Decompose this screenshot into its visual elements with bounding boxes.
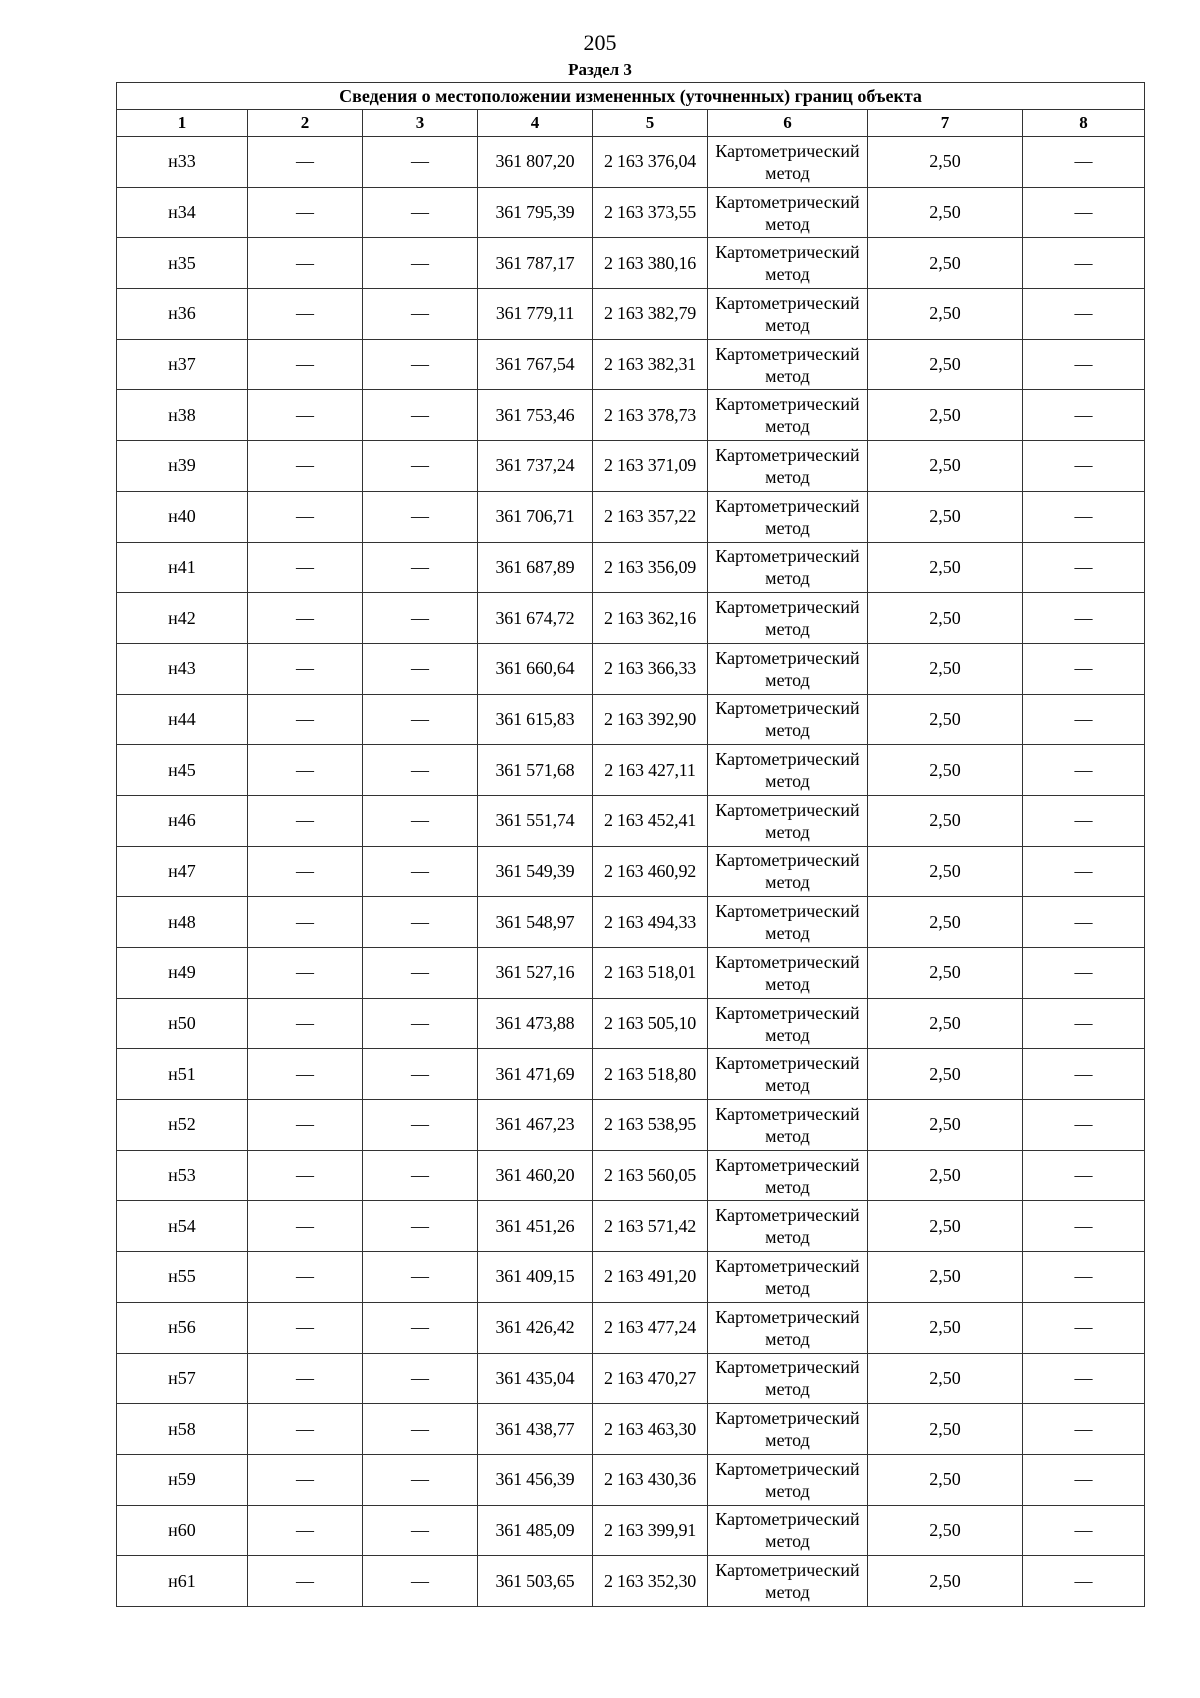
column-3-cell: — xyxy=(363,187,478,238)
point-name-cell: н36 xyxy=(117,289,248,340)
accuracy-cell: 2,50 xyxy=(868,948,1023,999)
accuracy-cell: 2,50 xyxy=(868,1201,1023,1252)
accuracy-cell: 2,50 xyxy=(868,1454,1023,1505)
table-row xyxy=(117,694,1145,745)
column-8-cell: — xyxy=(1023,1252,1145,1303)
column-8-cell: — xyxy=(1023,1505,1145,1556)
method-cell: Картометрический метод xyxy=(708,390,868,441)
column-8-cell: — xyxy=(1023,846,1145,897)
column-3-cell: — xyxy=(363,1404,478,1455)
column-2-cell: — xyxy=(248,491,363,542)
y-coordinate-cell: 2 163 399,91 xyxy=(593,1505,708,1556)
method-cell: Картометрический метод xyxy=(708,1302,868,1353)
x-coordinate-cell: 361 551,74 xyxy=(478,795,593,846)
column-8-cell: — xyxy=(1023,542,1145,593)
method-cell: Картометрический метод xyxy=(708,1201,868,1252)
y-coordinate-cell: 2 163 376,04 xyxy=(593,137,708,188)
point-name-cell: н42 xyxy=(117,593,248,644)
y-coordinate-cell: 2 163 518,80 xyxy=(593,1049,708,1100)
table-row xyxy=(117,137,1145,188)
y-coordinate-cell: 2 163 494,33 xyxy=(593,897,708,948)
accuracy-cell: 2,50 xyxy=(868,1150,1023,1201)
y-coordinate-cell: 2 163 352,30 xyxy=(593,1556,708,1607)
point-name-cell: н52 xyxy=(117,1100,248,1151)
x-coordinate-cell: 361 548,97 xyxy=(478,897,593,948)
column-3-cell: — xyxy=(363,795,478,846)
column-8-cell: — xyxy=(1023,948,1145,999)
y-coordinate-cell: 2 163 538,95 xyxy=(593,1100,708,1151)
column-3-cell: — xyxy=(363,491,478,542)
column-2-cell: — xyxy=(248,441,363,492)
table-row xyxy=(117,390,1145,441)
point-name-cell: н38 xyxy=(117,390,248,441)
y-coordinate-cell: 2 163 452,41 xyxy=(593,795,708,846)
x-coordinate-cell: 361 787,17 xyxy=(478,238,593,289)
table-row xyxy=(117,542,1145,593)
column-8-cell: — xyxy=(1023,441,1145,492)
accuracy-cell: 2,50 xyxy=(868,643,1023,694)
column-2-cell: — xyxy=(248,745,363,796)
method-cell: Картометрический метод xyxy=(708,1049,868,1100)
table-row xyxy=(117,1049,1145,1100)
table-row xyxy=(117,289,1145,340)
x-coordinate-cell: 361 451,26 xyxy=(478,1201,593,1252)
column-3-cell: — xyxy=(363,542,478,593)
point-name-cell: н45 xyxy=(117,745,248,796)
y-coordinate-cell: 2 163 357,22 xyxy=(593,491,708,542)
method-cell: Картометрический метод xyxy=(708,795,868,846)
column-8-cell: — xyxy=(1023,1201,1145,1252)
column-3-cell: — xyxy=(363,1150,478,1201)
column-2-cell: — xyxy=(248,1404,363,1455)
table-row xyxy=(117,1302,1145,1353)
column-2-cell: — xyxy=(248,897,363,948)
column-number-row xyxy=(117,110,1145,137)
method-cell: Картометрический метод xyxy=(708,1150,868,1201)
table-row xyxy=(117,491,1145,542)
point-name-cell: н48 xyxy=(117,897,248,948)
column-3-cell: — xyxy=(363,238,478,289)
column-8-cell: — xyxy=(1023,1049,1145,1100)
table-caption: Сведения о местоположении измененных (уточненных) границ объекта xyxy=(117,83,1145,110)
table-row xyxy=(117,795,1145,846)
point-name-cell: н60 xyxy=(117,1505,248,1556)
column-8-cell: — xyxy=(1023,390,1145,441)
column-8-cell: — xyxy=(1023,1150,1145,1201)
column-3-cell: — xyxy=(363,1353,478,1404)
column-2-cell: — xyxy=(248,238,363,289)
y-coordinate-cell: 2 163 491,20 xyxy=(593,1252,708,1303)
method-cell: Картометрический метод xyxy=(708,593,868,644)
column-2-cell: — xyxy=(248,1454,363,1505)
column-2-cell: — xyxy=(248,1302,363,1353)
x-coordinate-cell: 361 409,15 xyxy=(478,1252,593,1303)
method-cell: Картометрический метод xyxy=(708,1404,868,1455)
column-3-cell: — xyxy=(363,694,478,745)
accuracy-cell: 2,50 xyxy=(868,1556,1023,1607)
accuracy-cell: 2,50 xyxy=(868,187,1023,238)
column-8-cell: — xyxy=(1023,1404,1145,1455)
column-number: 7 xyxy=(868,110,1023,137)
column-2-cell: — xyxy=(248,846,363,897)
table-row xyxy=(117,339,1145,390)
y-coordinate-cell: 2 163 382,31 xyxy=(593,339,708,390)
section-title: Раздел 3 xyxy=(568,60,632,79)
accuracy-cell: 2,50 xyxy=(868,1505,1023,1556)
y-coordinate-cell: 2 163 378,73 xyxy=(593,390,708,441)
column-2-cell: — xyxy=(248,1505,363,1556)
y-coordinate-cell: 2 163 371,09 xyxy=(593,441,708,492)
method-cell: Картометрический метод xyxy=(708,187,868,238)
column-number: 6 xyxy=(708,110,868,137)
point-name-cell: н56 xyxy=(117,1302,248,1353)
method-cell: Картометрический метод xyxy=(708,542,868,593)
y-coordinate-cell: 2 163 460,92 xyxy=(593,846,708,897)
column-3-cell: — xyxy=(363,1201,478,1252)
method-cell: Картометрический метод xyxy=(708,1454,868,1505)
y-coordinate-cell: 2 163 392,90 xyxy=(593,694,708,745)
table-row xyxy=(117,238,1145,289)
column-2-cell: — xyxy=(248,1150,363,1201)
y-coordinate-cell: 2 163 356,09 xyxy=(593,542,708,593)
point-name-cell: н53 xyxy=(117,1150,248,1201)
x-coordinate-cell: 361 438,77 xyxy=(478,1404,593,1455)
column-number: 8 xyxy=(1023,110,1145,137)
accuracy-cell: 2,50 xyxy=(868,339,1023,390)
column-number: 4 xyxy=(478,110,593,137)
column-3-cell: — xyxy=(363,339,478,390)
accuracy-cell: 2,50 xyxy=(868,289,1023,340)
column-8-cell: — xyxy=(1023,491,1145,542)
column-2-cell: — xyxy=(248,542,363,593)
method-cell: Картометрический метод xyxy=(708,1100,868,1151)
accuracy-cell: 2,50 xyxy=(868,593,1023,644)
point-name-cell: н33 xyxy=(117,137,248,188)
point-name-cell: н59 xyxy=(117,1454,248,1505)
column-number: 1 xyxy=(117,110,248,137)
point-name-cell: н61 xyxy=(117,1556,248,1607)
accuracy-cell: 2,50 xyxy=(868,491,1023,542)
column-8-cell: — xyxy=(1023,998,1145,1049)
table-row xyxy=(117,1100,1145,1151)
column-number: 3 xyxy=(363,110,478,137)
column-2-cell: — xyxy=(248,187,363,238)
y-coordinate-cell: 2 163 366,33 xyxy=(593,643,708,694)
y-coordinate-cell: 2 163 373,55 xyxy=(593,187,708,238)
boundary-coordinates-table xyxy=(116,82,1145,1607)
point-name-cell: н58 xyxy=(117,1404,248,1455)
x-coordinate-cell: 361 549,39 xyxy=(478,846,593,897)
column-2-cell: — xyxy=(248,390,363,441)
column-8-cell: — xyxy=(1023,897,1145,948)
y-coordinate-cell: 2 163 430,36 xyxy=(593,1454,708,1505)
column-8-cell: — xyxy=(1023,1454,1145,1505)
table-row xyxy=(117,593,1145,644)
accuracy-cell: 2,50 xyxy=(868,745,1023,796)
point-name-cell: н57 xyxy=(117,1353,248,1404)
column-8-cell: — xyxy=(1023,1556,1145,1607)
point-name-cell: н50 xyxy=(117,998,248,1049)
method-cell: Картометрический метод xyxy=(708,745,868,796)
table-row xyxy=(117,1556,1145,1607)
method-cell: Картометрический метод xyxy=(708,339,868,390)
x-coordinate-cell: 361 674,72 xyxy=(478,593,593,644)
column-8-cell: — xyxy=(1023,1353,1145,1404)
method-cell: Картометрический метод xyxy=(708,1505,868,1556)
y-coordinate-cell: 2 163 470,27 xyxy=(593,1353,708,1404)
accuracy-cell: 2,50 xyxy=(868,694,1023,745)
column-3-cell: — xyxy=(363,846,478,897)
column-8-cell: — xyxy=(1023,593,1145,644)
table-row xyxy=(117,745,1145,796)
accuracy-cell: 2,50 xyxy=(868,1353,1023,1404)
table-row xyxy=(117,1404,1145,1455)
y-coordinate-cell: 2 163 477,24 xyxy=(593,1302,708,1353)
column-2-cell: — xyxy=(248,1049,363,1100)
accuracy-cell: 2,50 xyxy=(868,1252,1023,1303)
column-3-cell: — xyxy=(363,1556,478,1607)
column-3-cell: — xyxy=(363,137,478,188)
y-coordinate-cell: 2 163 505,10 xyxy=(593,998,708,1049)
accuracy-cell: 2,50 xyxy=(868,795,1023,846)
accuracy-cell: 2,50 xyxy=(868,897,1023,948)
column-3-cell: — xyxy=(363,745,478,796)
column-3-cell: — xyxy=(363,1454,478,1505)
point-name-cell: н47 xyxy=(117,846,248,897)
accuracy-cell: 2,50 xyxy=(868,238,1023,289)
method-cell: Картометрический метод xyxy=(708,441,868,492)
column-8-cell: — xyxy=(1023,1302,1145,1353)
point-name-cell: н40 xyxy=(117,491,248,542)
x-coordinate-cell: 361 473,88 xyxy=(478,998,593,1049)
accuracy-cell: 2,50 xyxy=(868,998,1023,1049)
accuracy-cell: 2,50 xyxy=(868,1049,1023,1100)
column-2-cell: — xyxy=(248,1556,363,1607)
x-coordinate-cell: 361 471,69 xyxy=(478,1049,593,1100)
table-row xyxy=(117,187,1145,238)
x-coordinate-cell: 361 779,11 xyxy=(478,289,593,340)
column-8-cell: — xyxy=(1023,643,1145,694)
column-8-cell: — xyxy=(1023,694,1145,745)
column-3-cell: — xyxy=(363,998,478,1049)
table-row xyxy=(117,441,1145,492)
y-coordinate-cell: 2 163 427,11 xyxy=(593,745,708,796)
x-coordinate-cell: 361 615,83 xyxy=(478,694,593,745)
table-row xyxy=(117,1201,1145,1252)
point-name-cell: н55 xyxy=(117,1252,248,1303)
column-2-cell: — xyxy=(248,593,363,644)
x-coordinate-cell: 361 426,42 xyxy=(478,1302,593,1353)
point-name-cell: н43 xyxy=(117,643,248,694)
accuracy-cell: 2,50 xyxy=(868,137,1023,188)
point-name-cell: н51 xyxy=(117,1049,248,1100)
column-3-cell: — xyxy=(363,390,478,441)
y-coordinate-cell: 2 163 463,30 xyxy=(593,1404,708,1455)
point-name-cell: н44 xyxy=(117,694,248,745)
x-coordinate-cell: 361 737,24 xyxy=(478,441,593,492)
method-cell: Картометрический метод xyxy=(708,1556,868,1607)
point-name-cell: н35 xyxy=(117,238,248,289)
column-2-cell: — xyxy=(248,643,363,694)
table-row xyxy=(117,948,1145,999)
column-3-cell: — xyxy=(363,1302,478,1353)
column-2-cell: — xyxy=(248,998,363,1049)
x-coordinate-cell: 361 807,20 xyxy=(478,137,593,188)
method-cell: Картометрический метод xyxy=(708,1353,868,1404)
method-cell: Картометрический метод xyxy=(708,1252,868,1303)
column-2-cell: — xyxy=(248,1353,363,1404)
x-coordinate-cell: 361 767,54 xyxy=(478,339,593,390)
column-3-cell: — xyxy=(363,897,478,948)
column-2-cell: — xyxy=(248,1201,363,1252)
x-coordinate-cell: 361 706,71 xyxy=(478,491,593,542)
method-cell: Картометрический метод xyxy=(708,897,868,948)
y-coordinate-cell: 2 163 518,01 xyxy=(593,948,708,999)
y-coordinate-cell: 2 163 380,16 xyxy=(593,238,708,289)
table-row xyxy=(117,643,1145,694)
column-8-cell: — xyxy=(1023,795,1145,846)
x-coordinate-cell: 361 571,68 xyxy=(478,745,593,796)
page-number: 205 xyxy=(583,30,617,55)
point-name-cell: н37 xyxy=(117,339,248,390)
column-3-cell: — xyxy=(363,289,478,340)
column-8-cell: — xyxy=(1023,339,1145,390)
method-cell: Картометрический метод xyxy=(708,643,868,694)
point-name-cell: н46 xyxy=(117,795,248,846)
column-2-cell: — xyxy=(248,339,363,390)
table-row xyxy=(117,1353,1145,1404)
method-cell: Картометрический метод xyxy=(708,948,868,999)
table-row xyxy=(117,998,1145,1049)
column-number: 5 xyxy=(593,110,708,137)
column-3-cell: — xyxy=(363,593,478,644)
table-row xyxy=(117,1505,1145,1556)
column-8-cell: — xyxy=(1023,187,1145,238)
table-row xyxy=(117,1454,1145,1505)
x-coordinate-cell: 361 435,04 xyxy=(478,1353,593,1404)
accuracy-cell: 2,50 xyxy=(868,846,1023,897)
x-coordinate-cell: 361 687,89 xyxy=(478,542,593,593)
column-3-cell: — xyxy=(363,1505,478,1556)
x-coordinate-cell: 361 485,09 xyxy=(478,1505,593,1556)
y-coordinate-cell: 2 163 560,05 xyxy=(593,1150,708,1201)
column-2-cell: — xyxy=(248,137,363,188)
accuracy-cell: 2,50 xyxy=(868,542,1023,593)
x-coordinate-cell: 361 795,39 xyxy=(478,187,593,238)
column-3-cell: — xyxy=(363,441,478,492)
column-3-cell: — xyxy=(363,1252,478,1303)
point-name-cell: н49 xyxy=(117,948,248,999)
column-2-cell: — xyxy=(248,948,363,999)
x-coordinate-cell: 361 460,20 xyxy=(478,1150,593,1201)
method-cell: Картометрический метод xyxy=(708,137,868,188)
y-coordinate-cell: 2 163 362,16 xyxy=(593,593,708,644)
accuracy-cell: 2,50 xyxy=(868,1404,1023,1455)
column-3-cell: — xyxy=(363,1100,478,1151)
method-cell: Картометрический метод xyxy=(708,491,868,542)
column-3-cell: — xyxy=(363,643,478,694)
point-name-cell: н54 xyxy=(117,1201,248,1252)
column-2-cell: — xyxy=(248,694,363,745)
accuracy-cell: 2,50 xyxy=(868,1100,1023,1151)
method-cell: Картометрический метод xyxy=(708,289,868,340)
column-8-cell: — xyxy=(1023,289,1145,340)
column-8-cell: — xyxy=(1023,238,1145,289)
column-3-cell: — xyxy=(363,948,478,999)
table-body xyxy=(117,137,1145,1607)
column-8-cell: — xyxy=(1023,745,1145,796)
method-cell: Картометрический метод xyxy=(708,238,868,289)
accuracy-cell: 2,50 xyxy=(868,1302,1023,1353)
point-name-cell: н39 xyxy=(117,441,248,492)
method-cell: Картометрический метод xyxy=(708,694,868,745)
y-coordinate-cell: 2 163 571,42 xyxy=(593,1201,708,1252)
x-coordinate-cell: 361 527,16 xyxy=(478,948,593,999)
accuracy-cell: 2,50 xyxy=(868,441,1023,492)
column-2-cell: — xyxy=(248,289,363,340)
method-cell: Картометрический метод xyxy=(708,998,868,1049)
x-coordinate-cell: 361 456,39 xyxy=(478,1454,593,1505)
column-number: 2 xyxy=(248,110,363,137)
column-2-cell: — xyxy=(248,795,363,846)
method-cell: Картометрический метод xyxy=(708,846,868,897)
accuracy-cell: 2,50 xyxy=(868,390,1023,441)
table-row xyxy=(117,897,1145,948)
x-coordinate-cell: 361 467,23 xyxy=(478,1100,593,1151)
table-row xyxy=(117,846,1145,897)
x-coordinate-cell: 361 503,65 xyxy=(478,1556,593,1607)
point-name-cell: н41 xyxy=(117,542,248,593)
point-name-cell: н34 xyxy=(117,187,248,238)
column-8-cell: — xyxy=(1023,1100,1145,1151)
table-row xyxy=(117,1252,1145,1303)
x-coordinate-cell: 361 660,64 xyxy=(478,643,593,694)
table-row xyxy=(117,1150,1145,1201)
y-coordinate-cell: 2 163 382,79 xyxy=(593,289,708,340)
column-2-cell: — xyxy=(248,1100,363,1151)
column-3-cell: — xyxy=(363,1049,478,1100)
column-8-cell: — xyxy=(1023,137,1145,188)
column-2-cell: — xyxy=(248,1252,363,1303)
x-coordinate-cell: 361 753,46 xyxy=(478,390,593,441)
